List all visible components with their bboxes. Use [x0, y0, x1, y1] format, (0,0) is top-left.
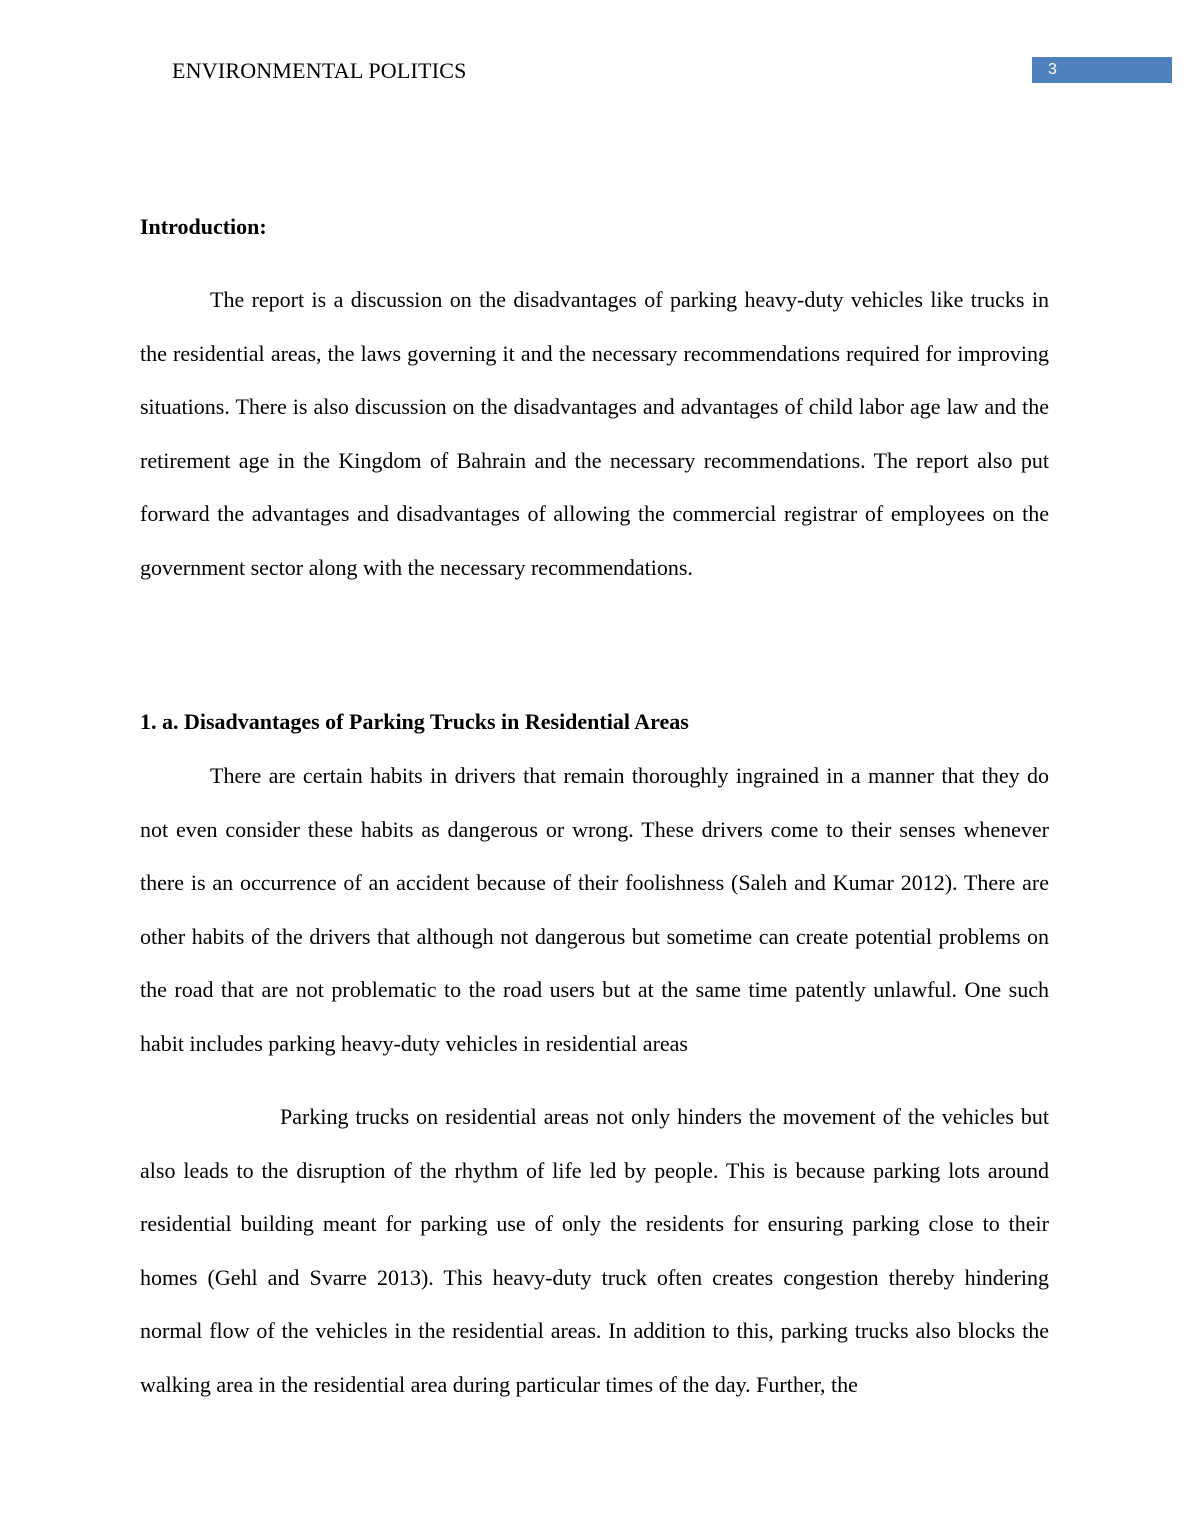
introduction-paragraph: The report is a discussion on the disadvantages of parking heavy-duty vehicles like trucks in the residential areas, the laws governing it and the necessary recommendations required for improving situations. There is also discussion on the disadvantages and advantages of child labor age law and the retirement age in the Kingdom of Bahrain and the necessary recommendations. The report also put forward the advantages and disadvantages of allowing the commercial registrar of employees on the government sector along with the necessary recommendations.: [140, 287, 1049, 580]
page-number: 3: [1032, 57, 1172, 83]
section-paragraph-2: Parking trucks on residential areas not only hinders the movement of the vehicles but also leads to the disruption of the rhythm of life led by people. This is because parking lots around residential building meant for parking use of only the residents for ensuring parking close to their homes (Gehl and Svarre 2013). This heavy-duty truck often creates congestion thereby hindering normal flow of the vehicles in the residential areas. In addition to this, parking trucks also blocks the walking area in the residential area during particular times of the day. Further, the: [140, 1104, 1049, 1397]
introduction-heading: Introduction:: [140, 214, 267, 239]
section-paragraph-1: There are certain habits in drivers that remain thoroughly ingrained in a manner that they do not even consider these habits as dangerous or wrong. These drivers come to their senses whenever there is an occurrence of an accident because of their foolishness (Saleh and Kumar 2012). There are other habits of the drivers that although not dangerous but sometime can create potential problems on the road that are not problematic to the road users but at the same time patently unlawful. One such habit includes parking heavy-duty vehicles in residential areas: [140, 763, 1049, 1056]
running-head-title: ENVIRONMENTAL POLITICS: [172, 58, 467, 83]
section-heading: 1. a. Disadvantages of Parking Trucks in Residential Areas: [140, 709, 689, 734]
